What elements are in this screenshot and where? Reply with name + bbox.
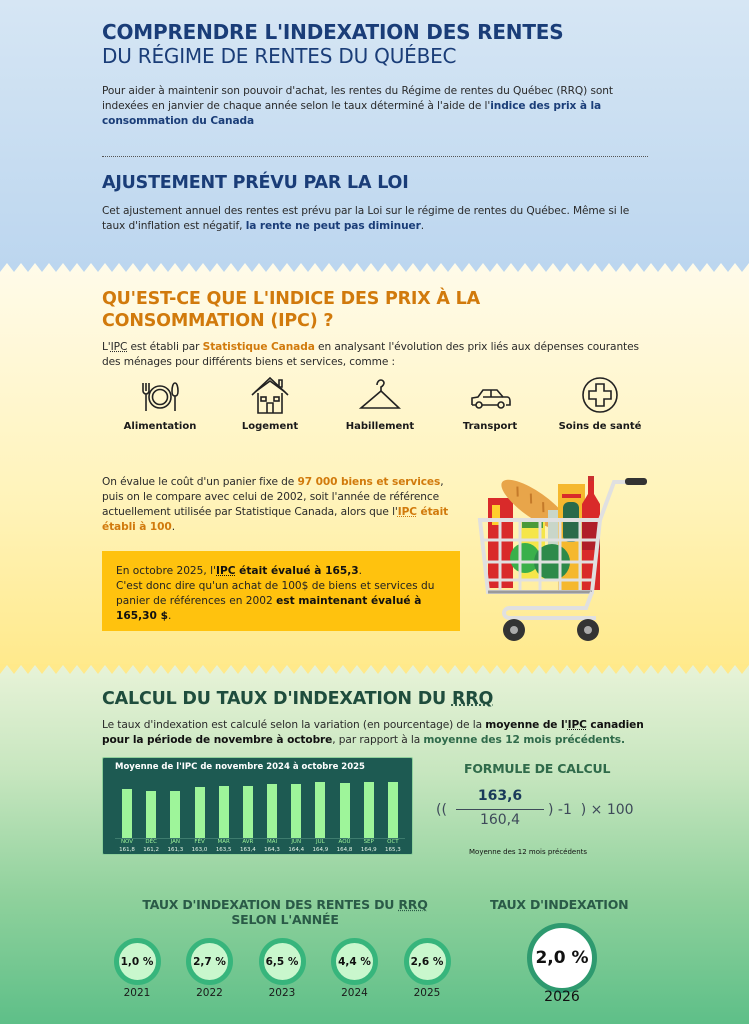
house-icon bbox=[248, 375, 292, 415]
ipc-abbr[interactable]: IPC bbox=[567, 719, 587, 731]
chart-bar bbox=[195, 787, 205, 838]
dotted-divider bbox=[102, 156, 648, 157]
basket-block bbox=[102, 475, 452, 535]
page-title: COMPRENDRE L'INDEXATION DES RENTES bbox=[102, 20, 564, 44]
chart-bar bbox=[243, 786, 253, 838]
chart-title: Moyenne de l'IPC de novembre 2024 à octobre 2025 bbox=[115, 762, 365, 772]
rate-2022: 2,7 % 2022 bbox=[185, 938, 235, 999]
rate-badge: 6,5 % bbox=[259, 938, 306, 985]
law-block bbox=[102, 172, 648, 234]
chart-bar-column bbox=[163, 776, 187, 838]
rate-badge: 2,7 % bbox=[186, 938, 233, 985]
current-rate-year: 2026 bbox=[544, 989, 580, 1005]
calc-block bbox=[102, 688, 648, 748]
rate-badge: 2,6 % bbox=[404, 938, 451, 985]
medical-cross-icon bbox=[578, 375, 622, 415]
ipc-abbr[interactable]: IPC bbox=[216, 565, 236, 577]
formula-denominator: 160,4 bbox=[479, 812, 521, 828]
rrq-abbr[interactable]: RRQ bbox=[451, 689, 494, 709]
chart-bar-column bbox=[260, 776, 284, 838]
chart-bar bbox=[340, 783, 350, 838]
chart-bar bbox=[146, 791, 156, 838]
formula-note: Moyenne des 12 mois précédents bbox=[469, 848, 588, 856]
chart-bar bbox=[291, 784, 301, 838]
cutlery-plate-icon bbox=[138, 375, 182, 415]
chart-bar bbox=[388, 782, 398, 838]
chart-bar bbox=[315, 782, 325, 838]
shopping-cart-illustration bbox=[470, 470, 670, 650]
chart-label: SEP 164,9 bbox=[360, 839, 377, 853]
rate-2025: 2,6 % 2025 bbox=[402, 938, 452, 999]
calc-heading: CALCUL DU TAUX D'INDEXATION DU RRQ bbox=[102, 689, 494, 709]
formula: (( 163,6 160,4 ) -1 ) × 100 bbox=[436, 788, 634, 828]
ipc-callout: En octobre 2025, l'IPC était évalué à 165,3. C'est donc dire qu'un achat de 100$ de biens et services du panier de références en 2002 est maintenant évalué à 165,30 $. bbox=[102, 551, 460, 631]
chart-bar-column bbox=[188, 776, 212, 838]
chart-label: JAN 161,3 bbox=[167, 839, 184, 853]
chart-bar-column bbox=[357, 776, 381, 838]
chart-bar-column bbox=[236, 776, 260, 838]
rate-2021: 1,0 % 2021 bbox=[112, 938, 162, 999]
ipc-paragraph: L'IPC est établi par Statistique Canada en analysant l'évolution des prix liés aux dépenses courantes des ménages pour différents biens et services, comme : bbox=[102, 341, 639, 368]
history-rates bbox=[112, 938, 452, 999]
rate-2023: 6,5 % 2023 bbox=[257, 938, 307, 999]
intro-paragraph: Pour aider à maintenir son pouvoir d'achat, les rentes du Régime de rentes du Québec (RRQ) sont indexées en janvier de chaque année selon le taux déterminé à l'aide de l'indice des prix à la consommation du Canada bbox=[102, 85, 613, 127]
formula-numerator: 163,6 bbox=[477, 788, 523, 804]
fraction-line bbox=[456, 809, 544, 810]
chart-bar-column bbox=[115, 776, 139, 838]
intro-highlight: indice des prix à la consommation du Canada bbox=[102, 100, 602, 127]
chart-label: JUN 164,4 bbox=[288, 839, 305, 853]
category-icons bbox=[110, 375, 650, 432]
ipc-abbr[interactable]: IPC bbox=[397, 506, 417, 518]
rate-badge: 4,4 % bbox=[331, 938, 378, 985]
chart-label: AOÛ 164,8 bbox=[336, 839, 353, 853]
current-rate-title: TAUX D'INDEXATION bbox=[490, 897, 629, 912]
zigzag-border-top bbox=[0, 262, 749, 272]
chart-bar-column bbox=[381, 776, 405, 838]
ipc-heading: QU'EST-CE QUE L'INDICE DES PRIX À LA CONSOMMATION (IPC) ? bbox=[102, 289, 480, 331]
rate-badge: 1,0 % bbox=[114, 938, 161, 985]
category-logement: Logement bbox=[220, 375, 320, 432]
current-rate-badge: 2,0 % bbox=[527, 923, 597, 993]
chart-label: NOV 161,8 bbox=[119, 839, 135, 853]
chart-bar-column bbox=[284, 776, 308, 838]
basket-paragraph: On évalue le coût d'un panier fixe de 97 000 biens et services, puis on le compare avec celui de 2002, soit l'année de référence actuellement utilisée par Statistique Canada, alors que l'IPC était établi à 100. bbox=[102, 476, 449, 533]
page-subtitle: DU RÉGIME DE RENTES DU QUÉBEC bbox=[102, 44, 457, 68]
chart-bars bbox=[115, 776, 405, 838]
category-habillement: Habillement bbox=[330, 375, 430, 432]
source-highlight: Statistique Canada bbox=[202, 341, 315, 353]
chart-label: FÉV 163,0 bbox=[191, 839, 208, 853]
category-alimentation: Alimentation bbox=[110, 375, 210, 432]
chart-label: JUL 164,9 bbox=[312, 839, 329, 853]
ipc-block bbox=[102, 288, 648, 370]
category-soins-de-sante: Soins de santé bbox=[550, 375, 650, 432]
rate-2024: 4,4 % 2024 bbox=[330, 938, 380, 999]
chart-bar bbox=[267, 784, 277, 838]
category-transport: Transport bbox=[440, 375, 540, 432]
hanger-icon bbox=[358, 375, 402, 415]
chart-label: AVR 163,4 bbox=[239, 839, 256, 853]
chart-bar bbox=[122, 789, 132, 838]
chart-bar-column bbox=[308, 776, 332, 838]
history-title: TAUX D'INDEXATION DES RENTES DU RRQ SELON L'ANNÉE bbox=[142, 897, 428, 927]
chart-labels bbox=[115, 838, 405, 854]
zigzag-border-bottom bbox=[0, 664, 749, 674]
chart-bar-column bbox=[333, 776, 357, 838]
law-highlight: la rente ne peut pas diminuer bbox=[245, 220, 421, 232]
chart-bar-column bbox=[212, 776, 236, 838]
chart-label: OCT 165,3 bbox=[385, 839, 401, 853]
ipc-abbr[interactable]: IPC bbox=[110, 341, 128, 353]
ipc-bar-chart bbox=[102, 757, 413, 855]
rrq-abbr[interactable]: RRQ bbox=[398, 897, 428, 912]
law-heading: AJUSTEMENT PRÉVU PAR LA LOI bbox=[102, 173, 409, 193]
chart-bar bbox=[170, 791, 180, 839]
chart-bar bbox=[364, 782, 374, 838]
chart-label: DÉC 161,2 bbox=[143, 839, 160, 853]
calc-paragraph: Le taux d'indexation est calculé selon la variation (en pourcentage) de la moyenne de l'IPC canadien pour la période de novembre à octobre, par rapport à la moyenne des 12 mois précédents. bbox=[102, 719, 644, 746]
chart-label: MAI 164,3 bbox=[264, 839, 280, 853]
car-icon bbox=[468, 375, 512, 415]
chart-bar-column bbox=[139, 776, 163, 838]
chart-label: MAR 163,5 bbox=[215, 839, 232, 853]
formula-title: FORMULE DE CALCUL bbox=[464, 761, 611, 776]
header bbox=[102, 20, 648, 129]
law-paragraph: Cet ajustement annuel des rentes est prévu par la Loi sur le régime de rentes du Québec. Même si le taux d'inflation est négatif, la rente ne peut pas diminuer. bbox=[102, 205, 630, 232]
chart-bar bbox=[219, 786, 229, 838]
